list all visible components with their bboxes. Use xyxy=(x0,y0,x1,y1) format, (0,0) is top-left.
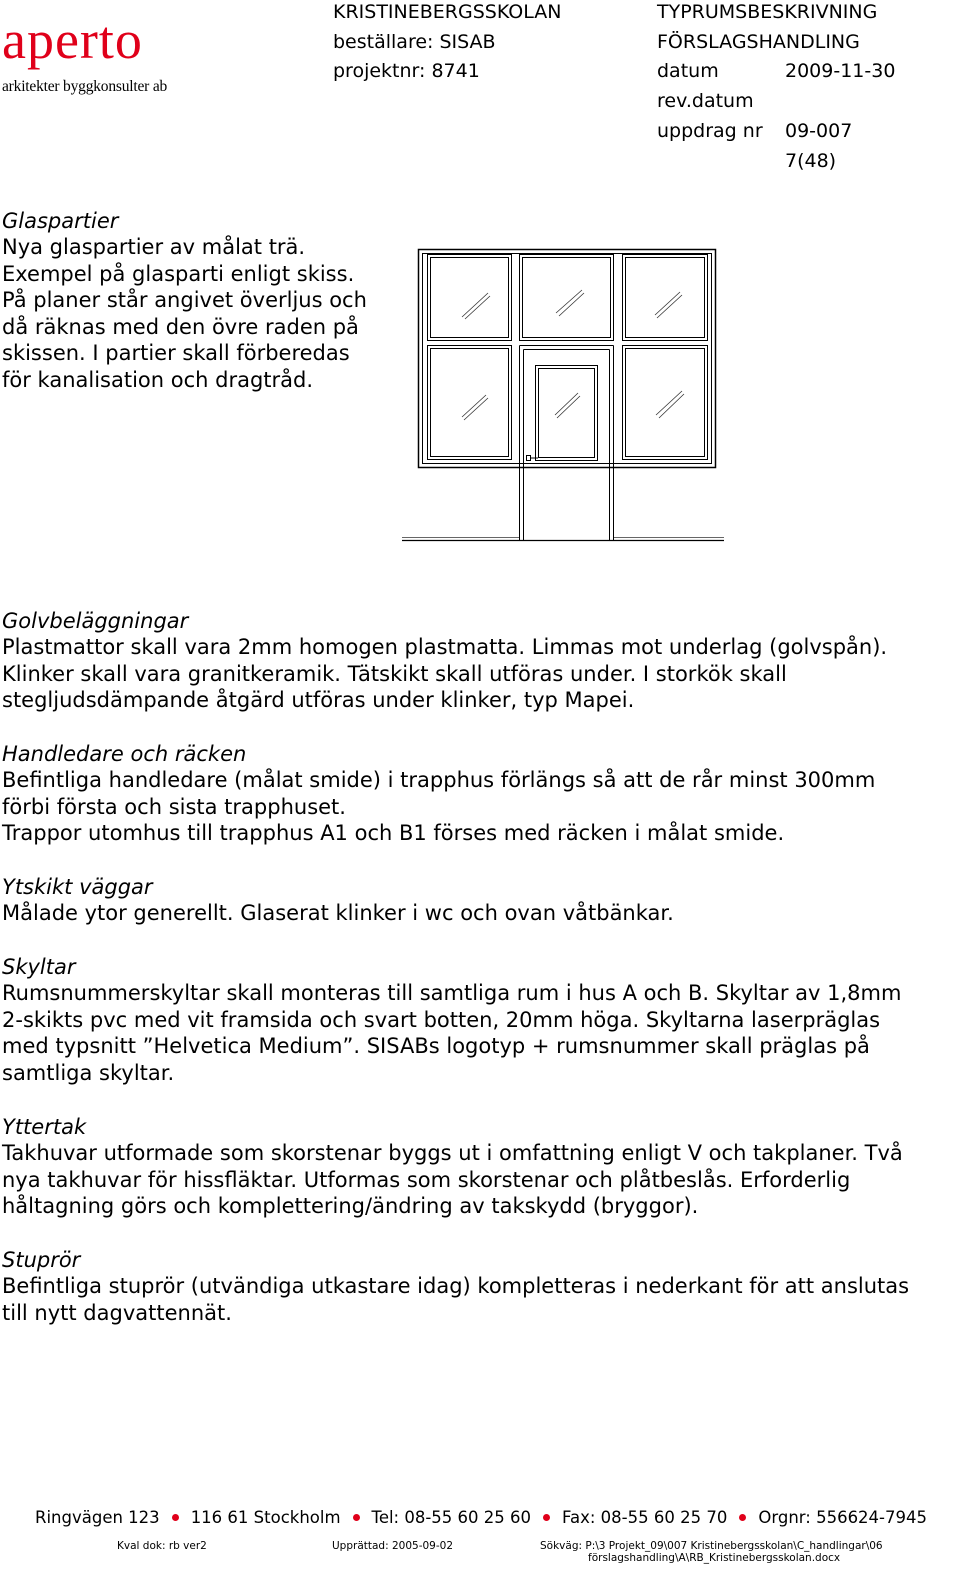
rev-date-label: rev.datum xyxy=(657,90,754,112)
document-type: TYPRUMSBESKRIVNING xyxy=(657,1,878,23)
section-heading-yttertak: Yttertak xyxy=(2,1115,87,1139)
document-stage: FÖRSLAGSHANDLING xyxy=(657,31,860,53)
date-label: datum xyxy=(657,60,719,82)
footer-address: Ringvägen 123 xyxy=(35,1508,160,1527)
footer-city: 116 61 Stockholm xyxy=(190,1508,341,1527)
section-heading-ytskikt: Ytskikt väggar xyxy=(2,875,153,899)
section-text-handledare: Befintliga handledare (målat smide) i trapphus förlängs så att de rår minst 300mm förbi första och sista trapphuset. Trappor utomhus till trapphus A1 och B1 förses med räcken i målat smide. xyxy=(2,768,876,845)
section-heading-skyltar: Skyltar xyxy=(2,955,76,979)
section-heading-golvbelaggningar: Golvbeläggningar xyxy=(2,609,189,633)
section-heading-stupror: Stuprör xyxy=(2,1248,81,1272)
date-value: 2009-11-30 xyxy=(785,60,896,82)
school-name: KRISTINEBERGSSKOLAN xyxy=(333,1,562,23)
section-text-skyltar: Rumsnummerskyltar skall monteras till samtliga rum i hus A och B. Skyltar av 1,8mm 2-skikts pvc med vit framsida och svart botten, 20mm höga. Skyltarna laserpräglas med typsnitt ”Helvetica Medium”. SISABs logotyp + rumsnummer skall präglas på samtliga skyltar. xyxy=(2,981,902,1085)
separator-dot-icon xyxy=(353,1514,360,1521)
footer-quality-doc: Kval dok: rb ver2 xyxy=(117,1540,207,1552)
project-number: projektnr: 8741 xyxy=(333,60,480,82)
section-text-golvbelaggningar: Plastmattor skall vara 2mm homogen plastmatta. Limmas mot underlag (golvspån). Klinker skall vara granitkeramik. Tätskikt skall utföras under. I storkök skall stegljudsdämpande åtgärd utföras under klinker, typ Mapei. xyxy=(2,635,888,712)
section-text-stupror: Befintliga stuprör (utvändiga utkastare idag) kompletteras i nederkant för att anslutas till nytt dagvattennät. xyxy=(2,1274,910,1325)
glass-partition-sketch xyxy=(400,245,726,545)
section-text-yttertak: Takhuvar utformade som skorstenar byggs ut i omfattning enligt V och takplaner. Två nya takhuvar för hissfläktar. Utformas som skorstenar och plåtbeslås. Erforderlig håltagning görs och komplettering/ändring av takskydd (bryggor). xyxy=(2,1141,903,1218)
separator-dot-icon xyxy=(739,1514,746,1521)
assignment-value: 09-007 xyxy=(785,120,853,142)
section-text-glaspartier: Nya glaspartier av målat trä. Exempel på glasparti enligt skiss. På planer står angivet överljus och då räknas med den övre raden på skissen. I partier skall förberedas för kanalisation och dragtråd. xyxy=(2,235,367,392)
footer-contact xyxy=(35,1508,935,1527)
separator-dot-icon xyxy=(172,1514,179,1521)
footer-orgnr: Orgnr: 556624-7945 xyxy=(758,1508,928,1527)
company-tagline: arkitekter byggkonsulter ab xyxy=(2,78,168,95)
client: beställare: SISAB xyxy=(333,31,496,53)
separator-dot-icon xyxy=(543,1514,550,1521)
company-logo: aperto xyxy=(2,10,143,70)
footer-path-line1: Sökväg: P:\3 Projekt_09\007 Kristinebergsskolan\C_handlingar\06 xyxy=(540,1540,883,1552)
footer-fax: Fax: 08-55 60 25 70 xyxy=(562,1508,728,1527)
footer-created: Upprättad: 2005-09-02 xyxy=(332,1540,453,1552)
footer-path-line2: förslagshandling\A\RB_Kristinebergsskolan.docx xyxy=(588,1552,841,1564)
page-number: 7(48) xyxy=(785,150,837,172)
footer-phone: Tel: 08-55 60 25 60 xyxy=(371,1508,532,1527)
assignment-label: uppdrag nr xyxy=(657,120,763,142)
section-text-ytskikt: Målade ytor generellt. Glaserat klinker i wc och ovan våtbänkar. xyxy=(2,901,674,925)
section-heading-glaspartier: Glaspartier xyxy=(2,209,119,233)
section-heading-handledare: Handledare och räcken xyxy=(2,742,247,766)
